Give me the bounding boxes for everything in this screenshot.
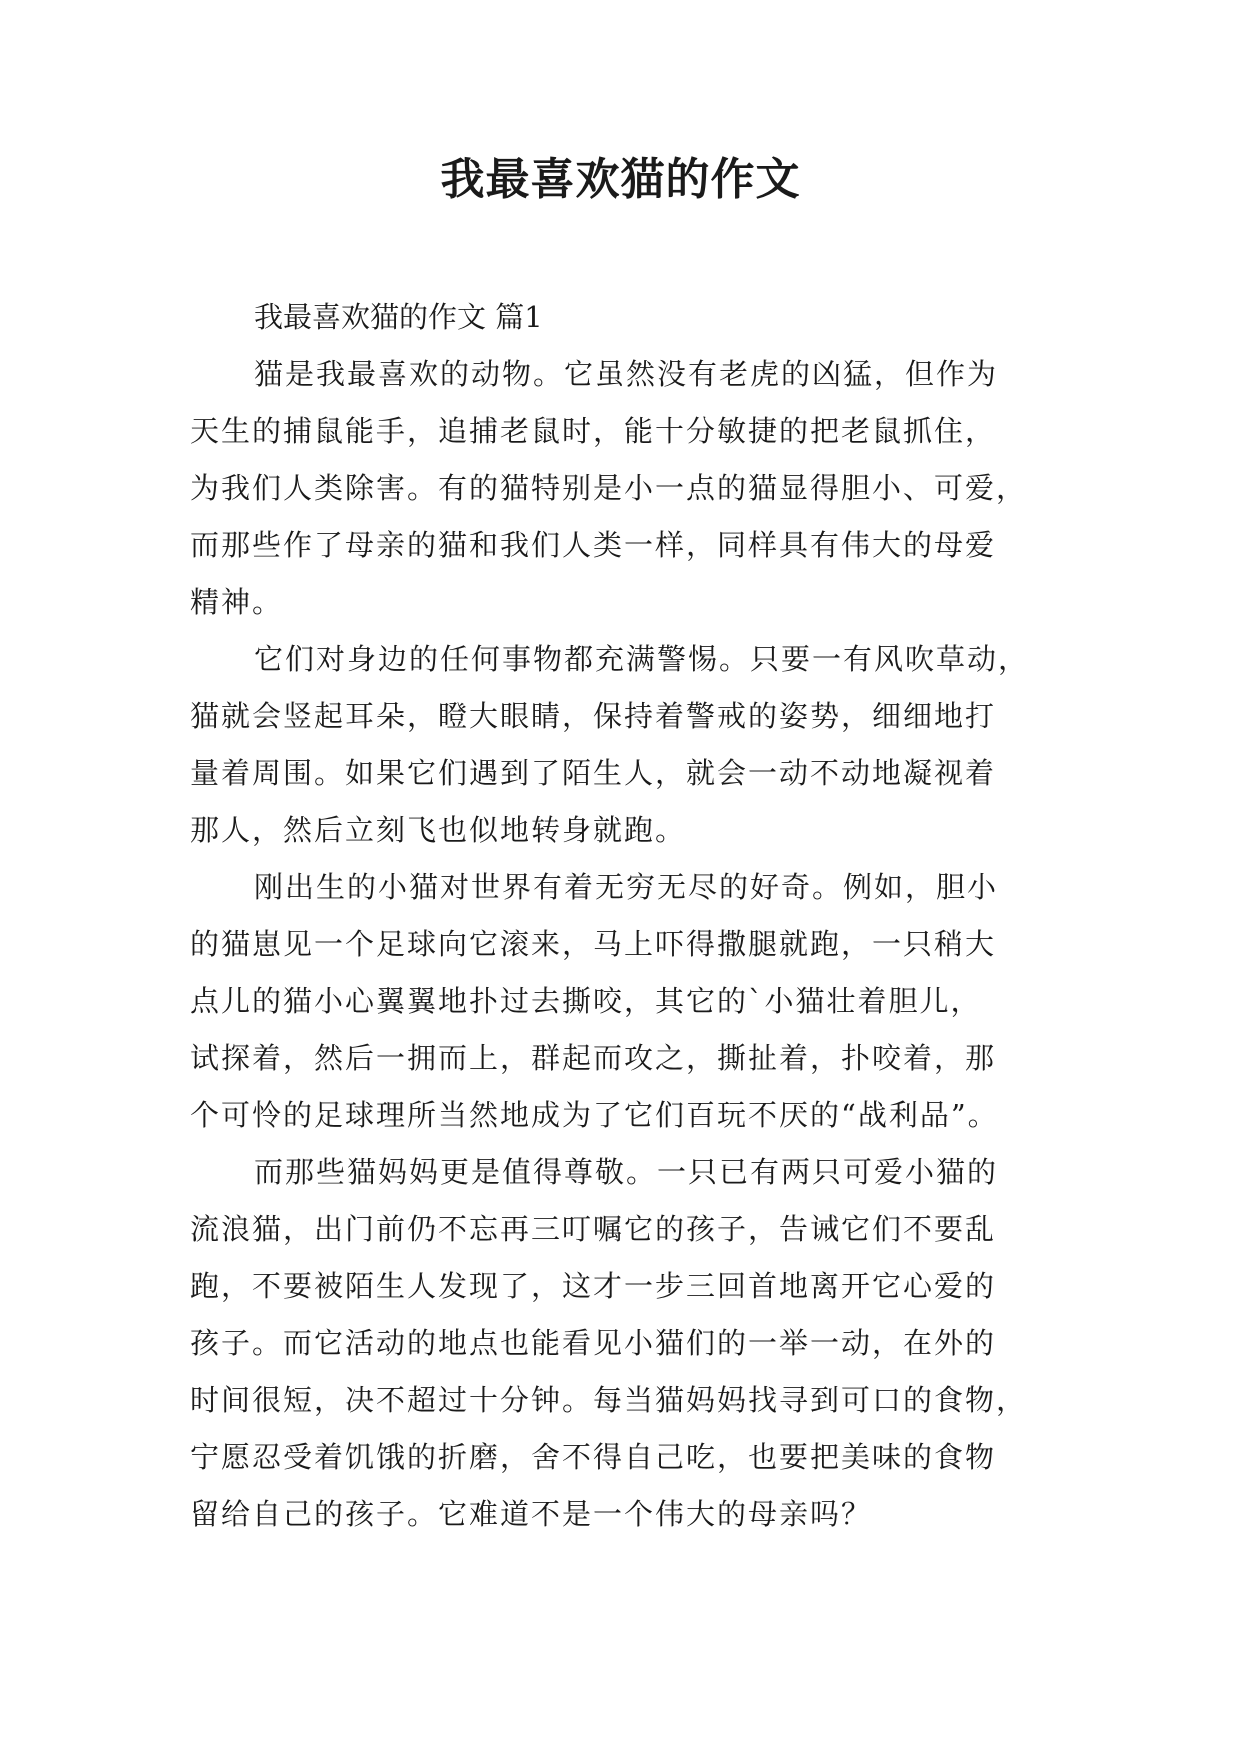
paragraph-line: 天生的捕鼠能手，追捕老鼠时，能十分敏捷的把老鼠抓住， [190, 414, 997, 448]
paragraph-line: 留给自己的孩子。它难道不是一个伟大的母亲吗？ [190, 1497, 873, 1531]
paragraph-line: 那人，然后立刻飞也似地转身就跑。 [190, 813, 687, 847]
paragraph-line: 刚出生的小猫对世界有着无穷无尽的好奇。例如，胆小 [254, 870, 999, 904]
paragraph-line: 点儿的猫小心翼翼地扑过去撕咬，其它的`小猫壮着胆儿， [190, 984, 982, 1018]
paragraph-line: 孩子。而它活动的地点也能看见小猫们的一举一动，在外的 [190, 1326, 997, 1360]
paragraph-line: 为我们人类除害。有的猫特别是小一点的猫显得胆小、可爱， [190, 471, 1028, 505]
paragraph-2 [190, 631, 1062, 859]
paragraph-line: 量着周围。如果它们遇到了陌生人，就会一动不动地凝视着 [190, 756, 997, 790]
paragraph-line: 猫就会竖起耳朵，瞪大眼睛，保持着警戒的姿势，细细地打 [190, 699, 997, 733]
paragraph-line: 个可怜的足球理所当然地成为了它们百玩不厌的“战利品”。 [190, 1098, 999, 1132]
paragraph-line: 的猫崽见一个足球向它滚来，马上吓得撒腿就跑，一只稍大 [190, 927, 997, 961]
paragraph-line: 试探着，然后一拥而上，群起而攻之，撕扯着，扑咬着，那 [190, 1041, 997, 1075]
paragraph-3 [190, 859, 1062, 1144]
paragraph-1 [190, 346, 1062, 631]
paragraph-line: 精神。 [190, 585, 284, 619]
paragraph-4 [190, 1144, 1062, 1543]
document-body [190, 289, 1062, 1543]
paragraph-line: 它们对身边的任何事物都充满警惕。只要一有风吹草动， [254, 642, 1030, 676]
section-heading: 我最喜欢猫的作文 篇1 [254, 300, 543, 334]
paragraph-line: 宁愿忍受着饥饿的折磨，舍不得自己吃，也要把美味的食物 [190, 1440, 997, 1474]
paragraph-line: 而那些作了母亲的猫和我们人类一样，同样具有伟大的母爱 [190, 528, 997, 562]
paragraph-line: 时间很短，决不超过十分钟。每当猫妈妈找寻到可口的食物， [190, 1383, 1028, 1417]
paragraph-line: 而那些猫妈妈更是值得尊敬。一只已有两只可爱小猫的 [254, 1155, 999, 1189]
paragraph-line: 猫是我最喜欢的动物。它虽然没有老虎的凶猛，但作为 [254, 357, 999, 391]
paragraph-line: 流浪猫，出门前仍不忘再三叮嘱它的孩子，告诫它们不要乱 [190, 1212, 997, 1246]
paragraph-line: 跑，不要被陌生人发现了，这才一步三回首地离开它心爱的 [190, 1269, 997, 1303]
document-title: 我最喜欢猫的作文 [440, 154, 801, 205]
